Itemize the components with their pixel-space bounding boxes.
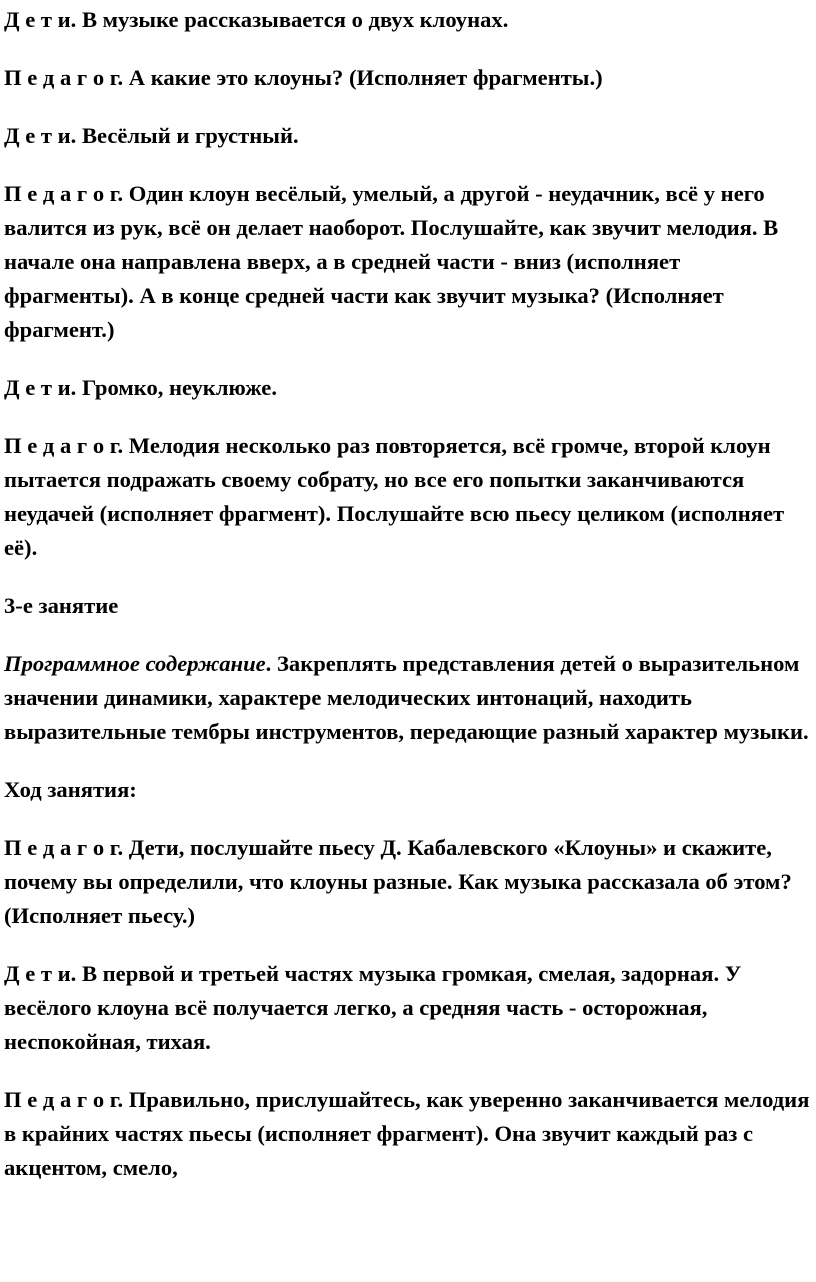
dialogue-paragraph (4, 831, 814, 933)
speaker-label: П е д а г о г. (4, 433, 124, 458)
program-text: . Закреплять представления детей о выразительном значении динамики, характере мелодических интонаций, находить выразительные тембры инструментов, передающие разный характер музыки. (4, 651, 809, 744)
speaker-label: Д е т и. (4, 7, 77, 32)
dialogue-paragraph (4, 957, 814, 1059)
dialogue-text: А какие это клоуны? (Исполняет фрагменты.) (123, 65, 603, 90)
dialogue-paragraph (4, 371, 814, 405)
lesson-heading: 3-е занятие (4, 593, 119, 618)
dialogue-text: Один клоун весёлый, умелый, а другой - неудачник, всё у него валится из рук, всё он делает наоборот. Послушайте, как звучит мелодия. В начале она направлена вверх, а в средней части - вниз (исполняет фрагменты). А в конце средней части как звучит музыка? (Исполняет фрагмент.) (4, 181, 779, 342)
dialogue-text: Дети, послушайте пьесу Д. Кабалевского «Клоуны» и скажите, почему вы определили, что клоуны разные. Как музыка рассказала об этом? (Исполняет пьесу.) (4, 835, 792, 928)
speaker-label: П е д а г о г. (4, 1087, 124, 1112)
dialogue-text: Громко, неуклюже. (76, 375, 277, 400)
dialogue-text: Правильно, прислушайтесь, как уверенно заканчивается мелодия в крайних частях пьесы (исполняет фрагмент). Она звучит каждый раз с акцентом, смело, (4, 1087, 810, 1180)
dialogue-paragraph (4, 177, 814, 347)
program-paragraph (4, 647, 814, 749)
speaker-label: Д е т и. (4, 375, 77, 400)
speaker-label: П е д а г о г. (4, 65, 124, 90)
speaker-label: П е д а г о г. (4, 181, 124, 206)
dialogue-text: В первой и третьей частях музыка громкая, смелая, задорная. У весёлого клоуна всё получается легко, а средняя часть - осторожная, неспокойная, тихая. (4, 961, 742, 1054)
dialogue-paragraph (4, 119, 814, 153)
dialogue-text: В музыке рассказывается о двух клоунах. (76, 7, 509, 32)
dialogue-paragraph (4, 429, 814, 565)
dialogue-text: Мелодия несколько раз повторяется, всё громче, второй клоун пытается подражать своему собрату, но все его попытки заканчиваются неудачей (исполняет фрагмент). Послушайте всю пьесу целиком (исполняет её). (4, 433, 785, 560)
dialogue-paragraph (4, 1083, 814, 1185)
dialogue-paragraph (4, 0, 814, 37)
speaker-label: Д е т и. (4, 123, 77, 148)
dialogue-text: Весёлый и грустный. (76, 123, 299, 148)
document-page (4, 0, 814, 1185)
speaker-label: Д е т и. (4, 961, 77, 986)
course-heading: Ход занятия: (4, 777, 137, 802)
program-label: Программное содержание (4, 651, 266, 676)
dialogue-paragraph (4, 61, 814, 95)
speaker-label: П е д а г о г. (4, 835, 124, 860)
